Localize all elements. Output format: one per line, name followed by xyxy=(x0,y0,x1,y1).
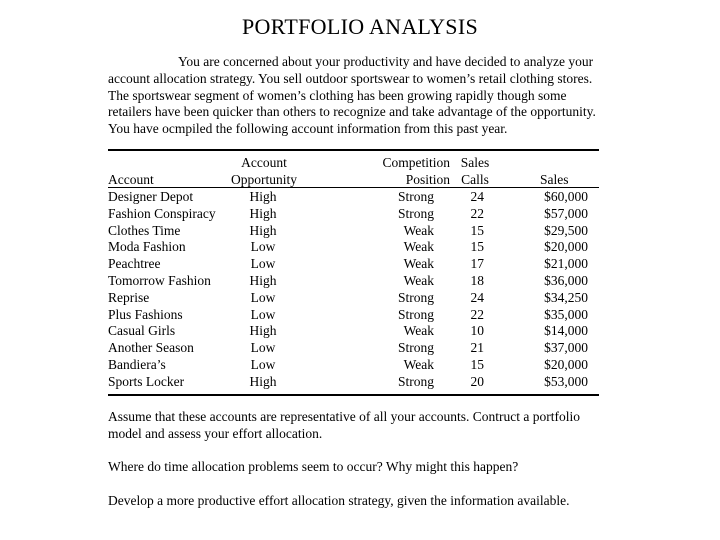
cell-competition: Weak xyxy=(403,356,434,372)
page-title: PORTFOLIO ANALYSIS xyxy=(242,14,478,39)
cell-sales: $57,000 xyxy=(544,205,588,221)
header-calls-line1: Sales xyxy=(460,155,490,170)
cell-competition: Weak xyxy=(403,272,434,288)
question-paragraph: Where do time allocation problems seem to occur? Why might this happen? xyxy=(108,459,519,474)
table-row xyxy=(108,223,590,240)
cell-opportunity: High xyxy=(249,205,277,221)
header-opportunity xyxy=(226,155,302,189)
cell-calls: 15 xyxy=(470,222,484,238)
header-sales xyxy=(540,155,600,189)
cell-competition: Strong xyxy=(397,205,434,221)
table-row xyxy=(108,374,590,391)
cell-sales: $20,000 xyxy=(544,356,588,372)
header-opportunity-line2: Opportunity xyxy=(231,171,297,187)
cell-opportunity: Low xyxy=(250,256,276,272)
cell-opportunity: Low xyxy=(250,306,276,322)
cell-competition: Strong xyxy=(397,306,434,322)
cell-opportunity: Low xyxy=(250,289,276,305)
cell-account: Plus Fashions xyxy=(108,306,183,322)
cell-opportunity: High xyxy=(249,272,277,288)
table-row xyxy=(108,239,590,256)
table-row xyxy=(108,340,590,357)
cell-competition: Weak xyxy=(403,256,434,272)
cell-account: Designer Depot xyxy=(108,189,194,204)
cell-calls: 22 xyxy=(470,205,484,221)
cell-competition: Strong xyxy=(397,340,434,356)
cell-account: Reprise xyxy=(108,289,150,305)
cell-calls: 15 xyxy=(470,356,484,372)
cell-account: Bandiera’s xyxy=(108,356,166,372)
cell-account: Sports Locker xyxy=(108,373,185,389)
develop-paragraph: Develop a more productive effort allocation strategy, given the information available. xyxy=(108,493,570,508)
table-row xyxy=(108,273,590,290)
header-calls-line2: Calls xyxy=(461,171,489,187)
header-competition-line1: Competition xyxy=(382,155,450,170)
cell-opportunity: Low xyxy=(250,239,276,255)
header-underline xyxy=(108,187,599,188)
cell-opportunity: High xyxy=(249,373,277,389)
cell-competition: Strong xyxy=(397,373,434,389)
table-row xyxy=(108,189,590,206)
header-account xyxy=(108,155,230,189)
cell-account: Moda Fashion xyxy=(108,239,186,255)
table-row xyxy=(108,323,590,340)
cell-sales: $14,000 xyxy=(544,323,588,339)
cell-sales: $53,000 xyxy=(544,373,588,389)
cell-competition: Weak xyxy=(403,222,434,238)
table-row xyxy=(108,307,590,324)
cell-calls: 21 xyxy=(470,340,484,356)
cell-sales: $29,500 xyxy=(544,222,588,238)
cell-calls: 22 xyxy=(470,306,484,322)
cell-sales: $21,000 xyxy=(544,256,588,272)
cell-account: Tomorrow Fashion xyxy=(108,272,211,288)
assume-paragraph: Assume that these accounts are representative of all your accounts. Contruct a portfolio model and assess your effort allocation. xyxy=(108,409,580,441)
top-divider xyxy=(108,149,599,151)
cell-account: Clothes Time xyxy=(108,222,181,238)
cell-calls: 15 xyxy=(470,239,484,255)
cell-opportunity: High xyxy=(249,222,277,238)
table-row xyxy=(108,256,590,273)
cell-account: Fashion Conspiracy xyxy=(108,205,216,221)
cell-calls: 10 xyxy=(470,323,484,339)
cell-sales: $35,000 xyxy=(544,306,588,322)
cell-competition: Weak xyxy=(403,239,434,255)
cell-calls: 24 xyxy=(470,189,484,204)
cell-opportunity: Low xyxy=(250,340,276,356)
cell-sales: $36,000 xyxy=(544,272,588,288)
table-row xyxy=(108,290,590,307)
header-account-label: Account xyxy=(108,171,154,187)
intro-text: You are concerned about your productivity and have decided to analyze your account allocation strategy. You sell outdoor sportswear to women’s retail clothing stores. The sportswear segment of women’s clothing has been growing rapidly though some retailers have been quicker than others to recognize and take advantage of the opportunity. You have ocmpiled the following account information from this past year. xyxy=(108,54,596,137)
cell-opportunity: Low xyxy=(250,356,276,372)
header-competition-line2: Position xyxy=(405,171,450,187)
cell-calls: 24 xyxy=(470,289,484,305)
bottom-divider xyxy=(108,394,599,396)
header-opportunity-line1: Account xyxy=(241,155,287,170)
cell-opportunity: High xyxy=(249,189,277,204)
cell-sales: $60,000 xyxy=(544,189,588,204)
intro-paragraph xyxy=(108,54,608,138)
table-row xyxy=(108,206,590,223)
cell-competition: Strong xyxy=(397,289,434,305)
cell-account: Another Season xyxy=(108,340,194,356)
cell-sales: $34,250 xyxy=(544,289,588,305)
table-row xyxy=(108,357,590,374)
header-competition xyxy=(370,155,450,189)
cell-calls: 17 xyxy=(470,256,484,272)
cell-competition: Strong xyxy=(397,189,434,204)
account-table-body xyxy=(108,189,590,391)
cell-opportunity: High xyxy=(249,323,277,339)
cell-calls: 18 xyxy=(470,272,484,288)
cell-calls: 20 xyxy=(470,373,484,389)
cell-sales: $37,000 xyxy=(544,340,588,356)
header-sales-label: Sales xyxy=(540,171,569,187)
cell-account: Casual Girls xyxy=(108,323,176,339)
cell-account: Peachtree xyxy=(108,256,161,272)
cell-competition: Weak xyxy=(403,323,434,339)
account-table xyxy=(108,189,590,391)
header-calls xyxy=(452,155,498,189)
cell-sales: $20,000 xyxy=(544,239,588,255)
